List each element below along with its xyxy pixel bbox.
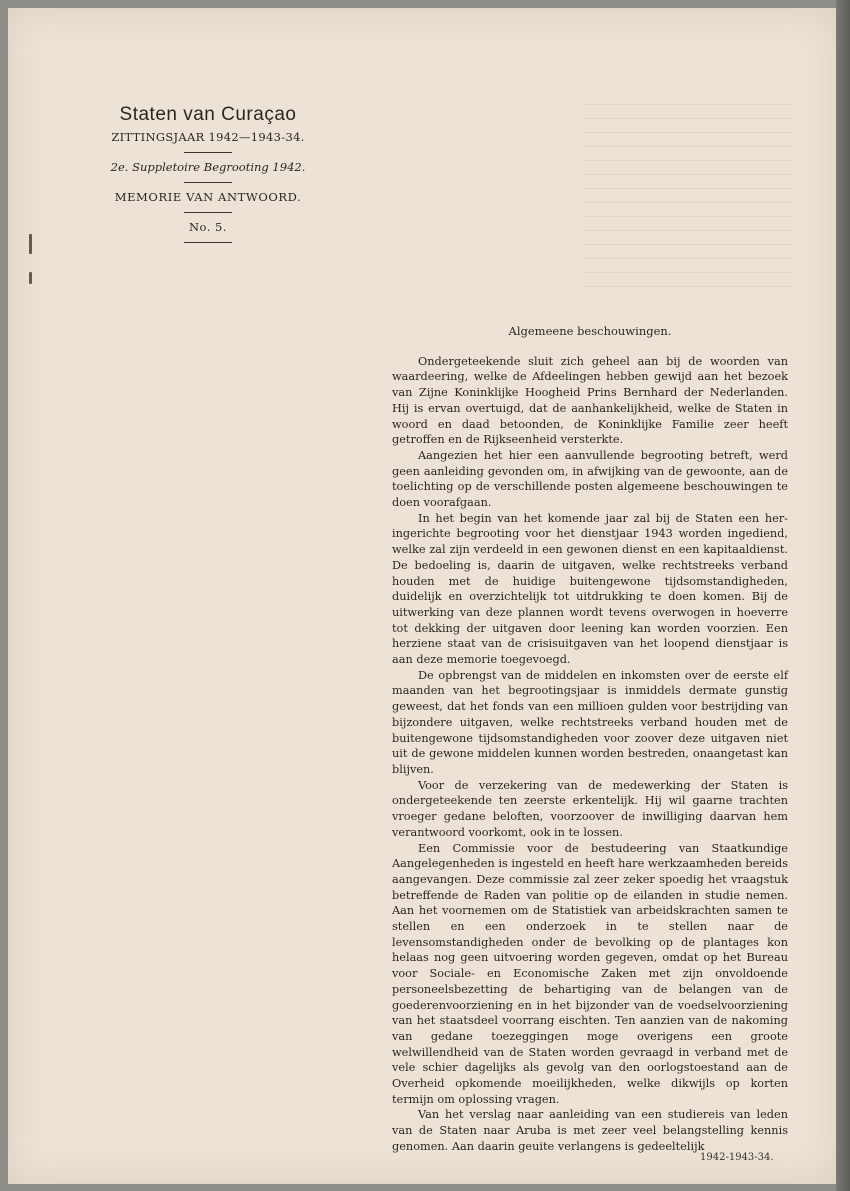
memo-title: MEMORIE VAN ANTWOORD. [114, 190, 302, 204]
paragraph: De opbrengst van de middelen en inkomsten over de eerste elf maanden van het begrootingsjaar is inmiddels dermate gunstig geweest, dat het fonds van een millioen gulden voor bestrijding van bijzondere uitgaven, welke rechtstreeks verband houden met de buitengewone tijdsomstandigheden voor zoover deze uitgaven niet uit de gewone middelen kunnen worden bestreden, onaangetast kan blijven. [392, 668, 788, 776]
document-number: No. 5. [188, 220, 228, 234]
paragraph: Van het verslag naar aanleiding van een studiereis van leden van de Staten naar Aruba is met zeer veel belangstelling kennis genomen. Aan daarin geuite verlangens is gedeeltelijk [392, 1108, 788, 1153]
page-edge-shadow [836, 0, 850, 1191]
document-page [8, 8, 836, 1184]
staple-mark [29, 234, 32, 254]
supplement-title: 2e. Suppletoire Begrooting 1942. [110, 160, 306, 174]
body-column [392, 324, 788, 1155]
header-divider [184, 212, 232, 213]
document-header [88, 104, 328, 250]
paragraph: In het begin van het komende jaar zal bij de Staten een her-ingerichte begrooting voor het dienstjaar 1943 worden ingediend, welke zal zijn verdeeld in een gewonen dienst en een kapitaaldienst. De bedoeling is, daarin de uitgaven, welke rechtstreeks verband houden met de huidige buitengewone tijdsomstandigheden, duidelijk en overzichtelijk tot uitdrukking te doen komen. Bij de uitwerking van deze plannen wordt tevens overwogen in hoeverre tot dekking der uitgaven door leening kan worden voorzien. Een herziene staat van de crisisuitgaven van het loopend dienstjaar is aan deze memorie toegevoegd. [392, 511, 788, 667]
session-year: ZITTINGSJAAR 1942—1943-34. [111, 130, 305, 144]
section-title: Algemeene beschouwingen. [508, 324, 672, 338]
footer-code: 1942-1943-34. [700, 1152, 774, 1163]
paragraph: Aangezien het hier een aanvullende begrooting betreft, werd geen aanleiding gevonden om, in afwijking van de gewoonte, aan de toelichting op de verschillende posten algemeene beschouwingen te doen voorafgaan. [392, 448, 788, 510]
paragraph: Voor de verzekering van de medewerking der Staten is ondergeteekende ten zeerste erkentelijk. Hij wil gaarne trachten vroeger gedane beloften, voorzoover de inwilliging daarvan hem verantwoord voorkomt, ook in te lossen. [392, 778, 788, 839]
header-divider [184, 242, 232, 243]
show-through-text [584, 104, 794, 294]
paragraph: Een Commissie voor de bestudeering van Staatkundige Aangelegenheden is ingesteld en heeft hare werkzaamheden bereids aangevangen. Deze commissie zal zeer zeker spoedig het vraagstuk betreffende de Raden van politie op de eilanden in studie nemen. Aan het voornemen om de Statistiek van arbeidskrachten samen te stellen en een onderzoek in te stellen naar de levensomstandigheden onder de bevolking op de plantages kon helaas nog geen uitvoering worden gegeven, omdat op het Bureau voor Sociale- en Economische Zaken met zijn onvoldoende personeelsbezetting de behartiging van de belangen van de goederenvoorziening en in het bijzonder van de voedselvoorziening van het staatsdeel voorrang eischten. Ten aanzien van de nakoming van gedane toezeggingen moge overigens een groote welwillendheid van de Staten worden gevraagd in verband met de vele schier dagelijks als gevolg van den oorlogstoestand aan de Overheid opkomende moeilijkheden, welke dikwijls op korten termijn om oplossing vragen. [392, 841, 788, 1106]
header-divider [184, 182, 232, 183]
paragraph: Ondergeteekende sluit zich geheel aan bij de woorden van waardeering, welke de Afdeelingen hebben gewijd aan het bezoek van Zijne Koninklijke Hoogheid Prins Bernhard der Nederlanden. Hij is ervan overtuigd, dat de aanhankelijkheid, welke de Staten in woord en daad betoonden, de Koninklijke Familie zeer heeft getroffen en de Rijkseenheid versterkte. [392, 354, 788, 447]
document-title: Staten van Curaçao [119, 104, 297, 125]
staple-mark-lower [29, 272, 32, 284]
header-divider [184, 152, 232, 153]
